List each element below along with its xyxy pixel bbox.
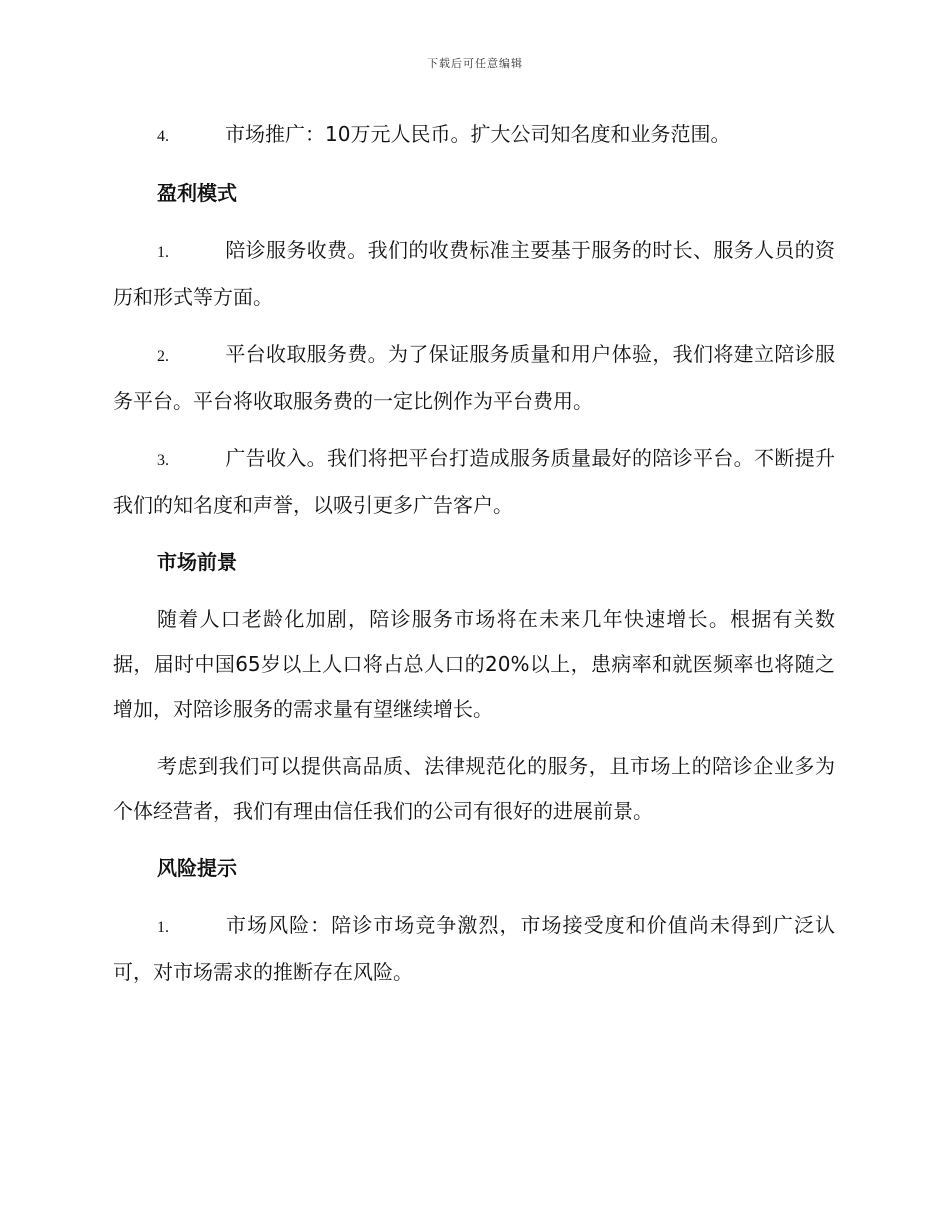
list-item [113,903,835,995]
list-number: 2. [157,348,169,365]
section-heading-risk-notice: 风险提示 [157,856,237,880]
list-text: 陪诊服务收费。我们的收费标准主要基于服务的时长、服务人员的资历和形式等方面。 [113,238,835,309]
list-item [113,228,835,320]
list-number: 3. [157,452,169,469]
list-text: 市场推广：10万元人民币。扩大公司知名度和业务范围。 [225,122,731,146]
list-item [113,436,835,528]
list-number: 4. [157,128,169,145]
document-body [113,112,835,1007]
page-header-note: 下载后可任意编辑 [427,57,523,70]
list-item [113,112,835,159]
list-item [113,332,835,424]
list-text: 平台收取服务费。为了保证服务质量和用户体验，我们将建立陪诊服务平台。平台将收取服务费的一定比例作为平台费用。 [113,342,835,413]
section-heading-profit-model: 盈利模式 [157,181,237,205]
body-paragraph: 考虑到我们可以提供高品质、法律规范化的服务，且市场上的陪诊企业多为个体经营者，我们有理由信任我们的公司有很好的进展前景。 [113,754,835,823]
list-number: 1. [157,919,169,936]
section-heading-market-outlook: 市场前景 [157,550,237,574]
list-number: 1. [157,244,169,261]
list-text: 市场风险：陪诊市场竞争激烈，市场接受度和价值尚未得到广泛认可，对市场需求的推断存在风险。 [113,913,835,984]
body-paragraph: 随着人口老龄化加剧，陪诊服务市场将在未来几年快速增长。根据有关数据，届时中国65岁以上人口将占总人口的20%以上，患病率和就医频率也将随之增加，对陪诊服务的需求量有望继续增长。 [113,607,835,721]
list-text: 广告收入。我们将把平台打造成服务质量最好的陪诊平台。不断提升我们的知名度和声誉，以吸引更多广告客户。 [113,446,835,517]
